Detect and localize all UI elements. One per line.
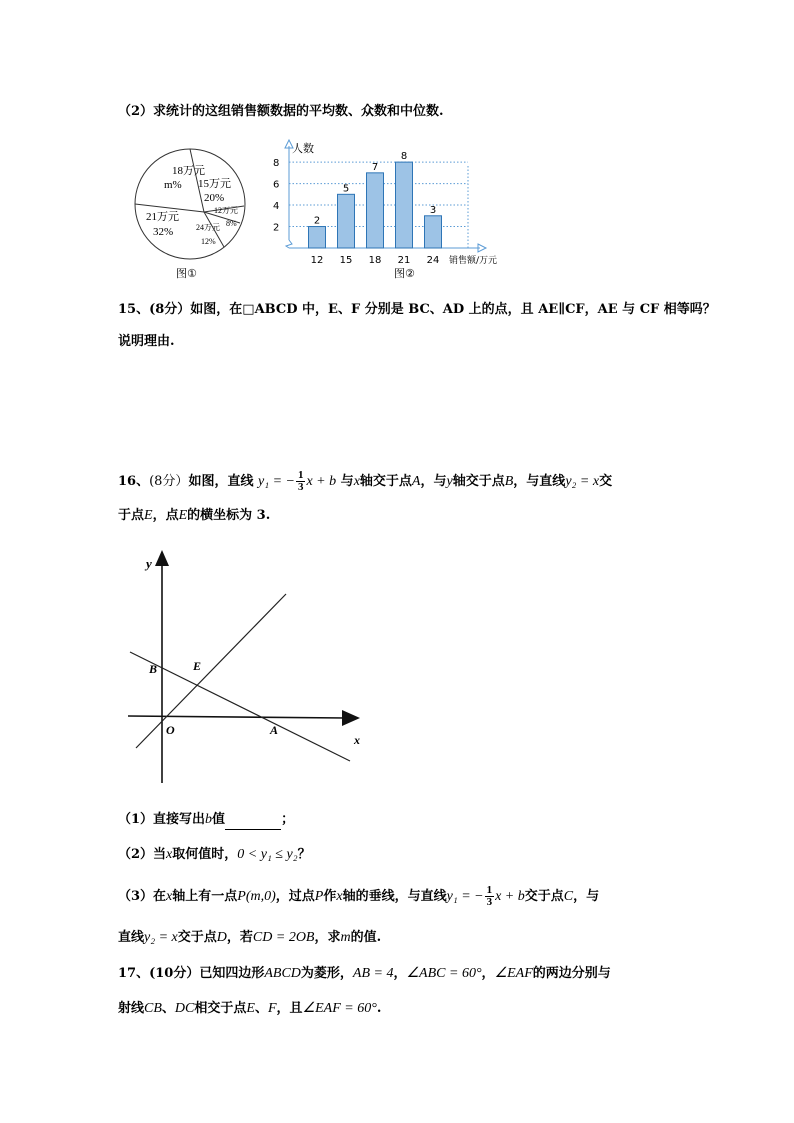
q15-line2: 说明理由. xyxy=(118,334,175,349)
y-tick-label: 6 xyxy=(273,179,280,191)
x-tick-label: 21 xyxy=(397,255,411,266)
y-tick-label: 4 xyxy=(273,201,280,213)
graph-label-a: A xyxy=(270,723,279,737)
graph-label-y: y xyxy=(146,556,152,571)
graph-label-o: O xyxy=(166,723,175,737)
q16-sub3-line1: （3）在x轴上有一点P(m,0)，过点P作x轴的垂线，与直线y₁ = − $\frac{1}{3}$ x + b交于点C，与 xyxy=(118,884,600,908)
q16-graph xyxy=(128,548,368,788)
x-tick-label: 12 xyxy=(310,255,324,266)
graph-label-x: x xyxy=(354,733,360,747)
bar xyxy=(309,227,326,248)
bar-chart xyxy=(268,138,513,283)
line-y2 xyxy=(136,594,286,748)
y-tick-label: 8 xyxy=(273,158,280,170)
pie-pct-21: 32% xyxy=(153,226,174,238)
y-tick-label: 2 xyxy=(273,222,280,234)
x-tick-label: 24 xyxy=(426,255,440,266)
pie-label-18: 18万元 xyxy=(172,165,205,177)
x-tick-label: 18 xyxy=(368,255,382,266)
graph-label-b: B xyxy=(149,662,158,676)
graph-label-e: E xyxy=(193,659,202,673)
pie-pct-24: 12% xyxy=(201,237,216,246)
q17-line1: 17、(10分）已知四边形ABCD为菱形，AB = 4，∠ABC = 60°，∠EAF的两边分别与 xyxy=(118,966,611,981)
q16-sub2: （2）当x取何值时，0 < y₁ ≤ y₂？ xyxy=(118,847,311,862)
bar-value-label: 5 xyxy=(342,183,350,195)
graph-x-arrow xyxy=(342,710,360,726)
pie-label-15: 15万元 xyxy=(198,178,231,190)
x-tick-label: 15 xyxy=(339,255,353,266)
pie-label-21: 21万元 xyxy=(146,211,179,223)
q16-sub1: （1）直接写出b值 ； xyxy=(118,810,294,830)
pie-label-24: 24万元 xyxy=(196,223,220,232)
bar xyxy=(425,216,442,248)
bar xyxy=(338,194,355,248)
q16-line1: 16、(8分）如图，直线 y₁ = − $\frac{1}{3}$ x + b 与x轴交于点A，与y轴交于点B，与直线y₂ = x交 xyxy=(118,469,613,493)
q16-sub3-line2: 直线y₂ = x交于点D，若CD = 2OB，求m的值. xyxy=(118,930,382,945)
q16-line2: 于点E，点E的横坐标为 3. xyxy=(118,508,271,523)
pie-chart xyxy=(130,142,255,282)
bar-value-label: 8 xyxy=(400,151,408,163)
pie-caption: 图① xyxy=(176,267,197,280)
bar xyxy=(367,173,384,248)
bar xyxy=(396,162,413,248)
pie-pct-12: 8% xyxy=(226,219,237,228)
bar-value-label: 3 xyxy=(429,204,437,216)
q17-line2: 射线CB、DC相交于点E、F，且∠EAF = 60°. xyxy=(118,1001,382,1016)
line-y1 xyxy=(130,652,350,761)
x-axis-label: 销售额/万元 xyxy=(449,256,498,266)
q14-part2: （2）求统计的这组销售额数据的平均数、众数和中位数. xyxy=(118,104,444,119)
answer-blank[interactable] xyxy=(225,815,281,830)
pie-label-12: 12万元 xyxy=(214,206,238,215)
bar-value-label: 7 xyxy=(371,161,379,173)
graph-y-arrow xyxy=(155,550,169,566)
graph-x-axis xyxy=(128,716,346,718)
bar-caption: 图② xyxy=(394,267,415,280)
pie-pct-18: m% xyxy=(164,179,182,191)
q15-line1: 15、(8分）如图，在□ABCD 中，E、F 分别是 BC、AD 上的点，且 AE∥CF，AE 与 CF 相等吗？ xyxy=(118,302,716,317)
bar-value-label: 2 xyxy=(313,215,321,227)
y-axis-label: 人数 xyxy=(292,142,314,155)
axis-break xyxy=(286,240,292,248)
pie-pct-15: 20% xyxy=(204,192,225,204)
